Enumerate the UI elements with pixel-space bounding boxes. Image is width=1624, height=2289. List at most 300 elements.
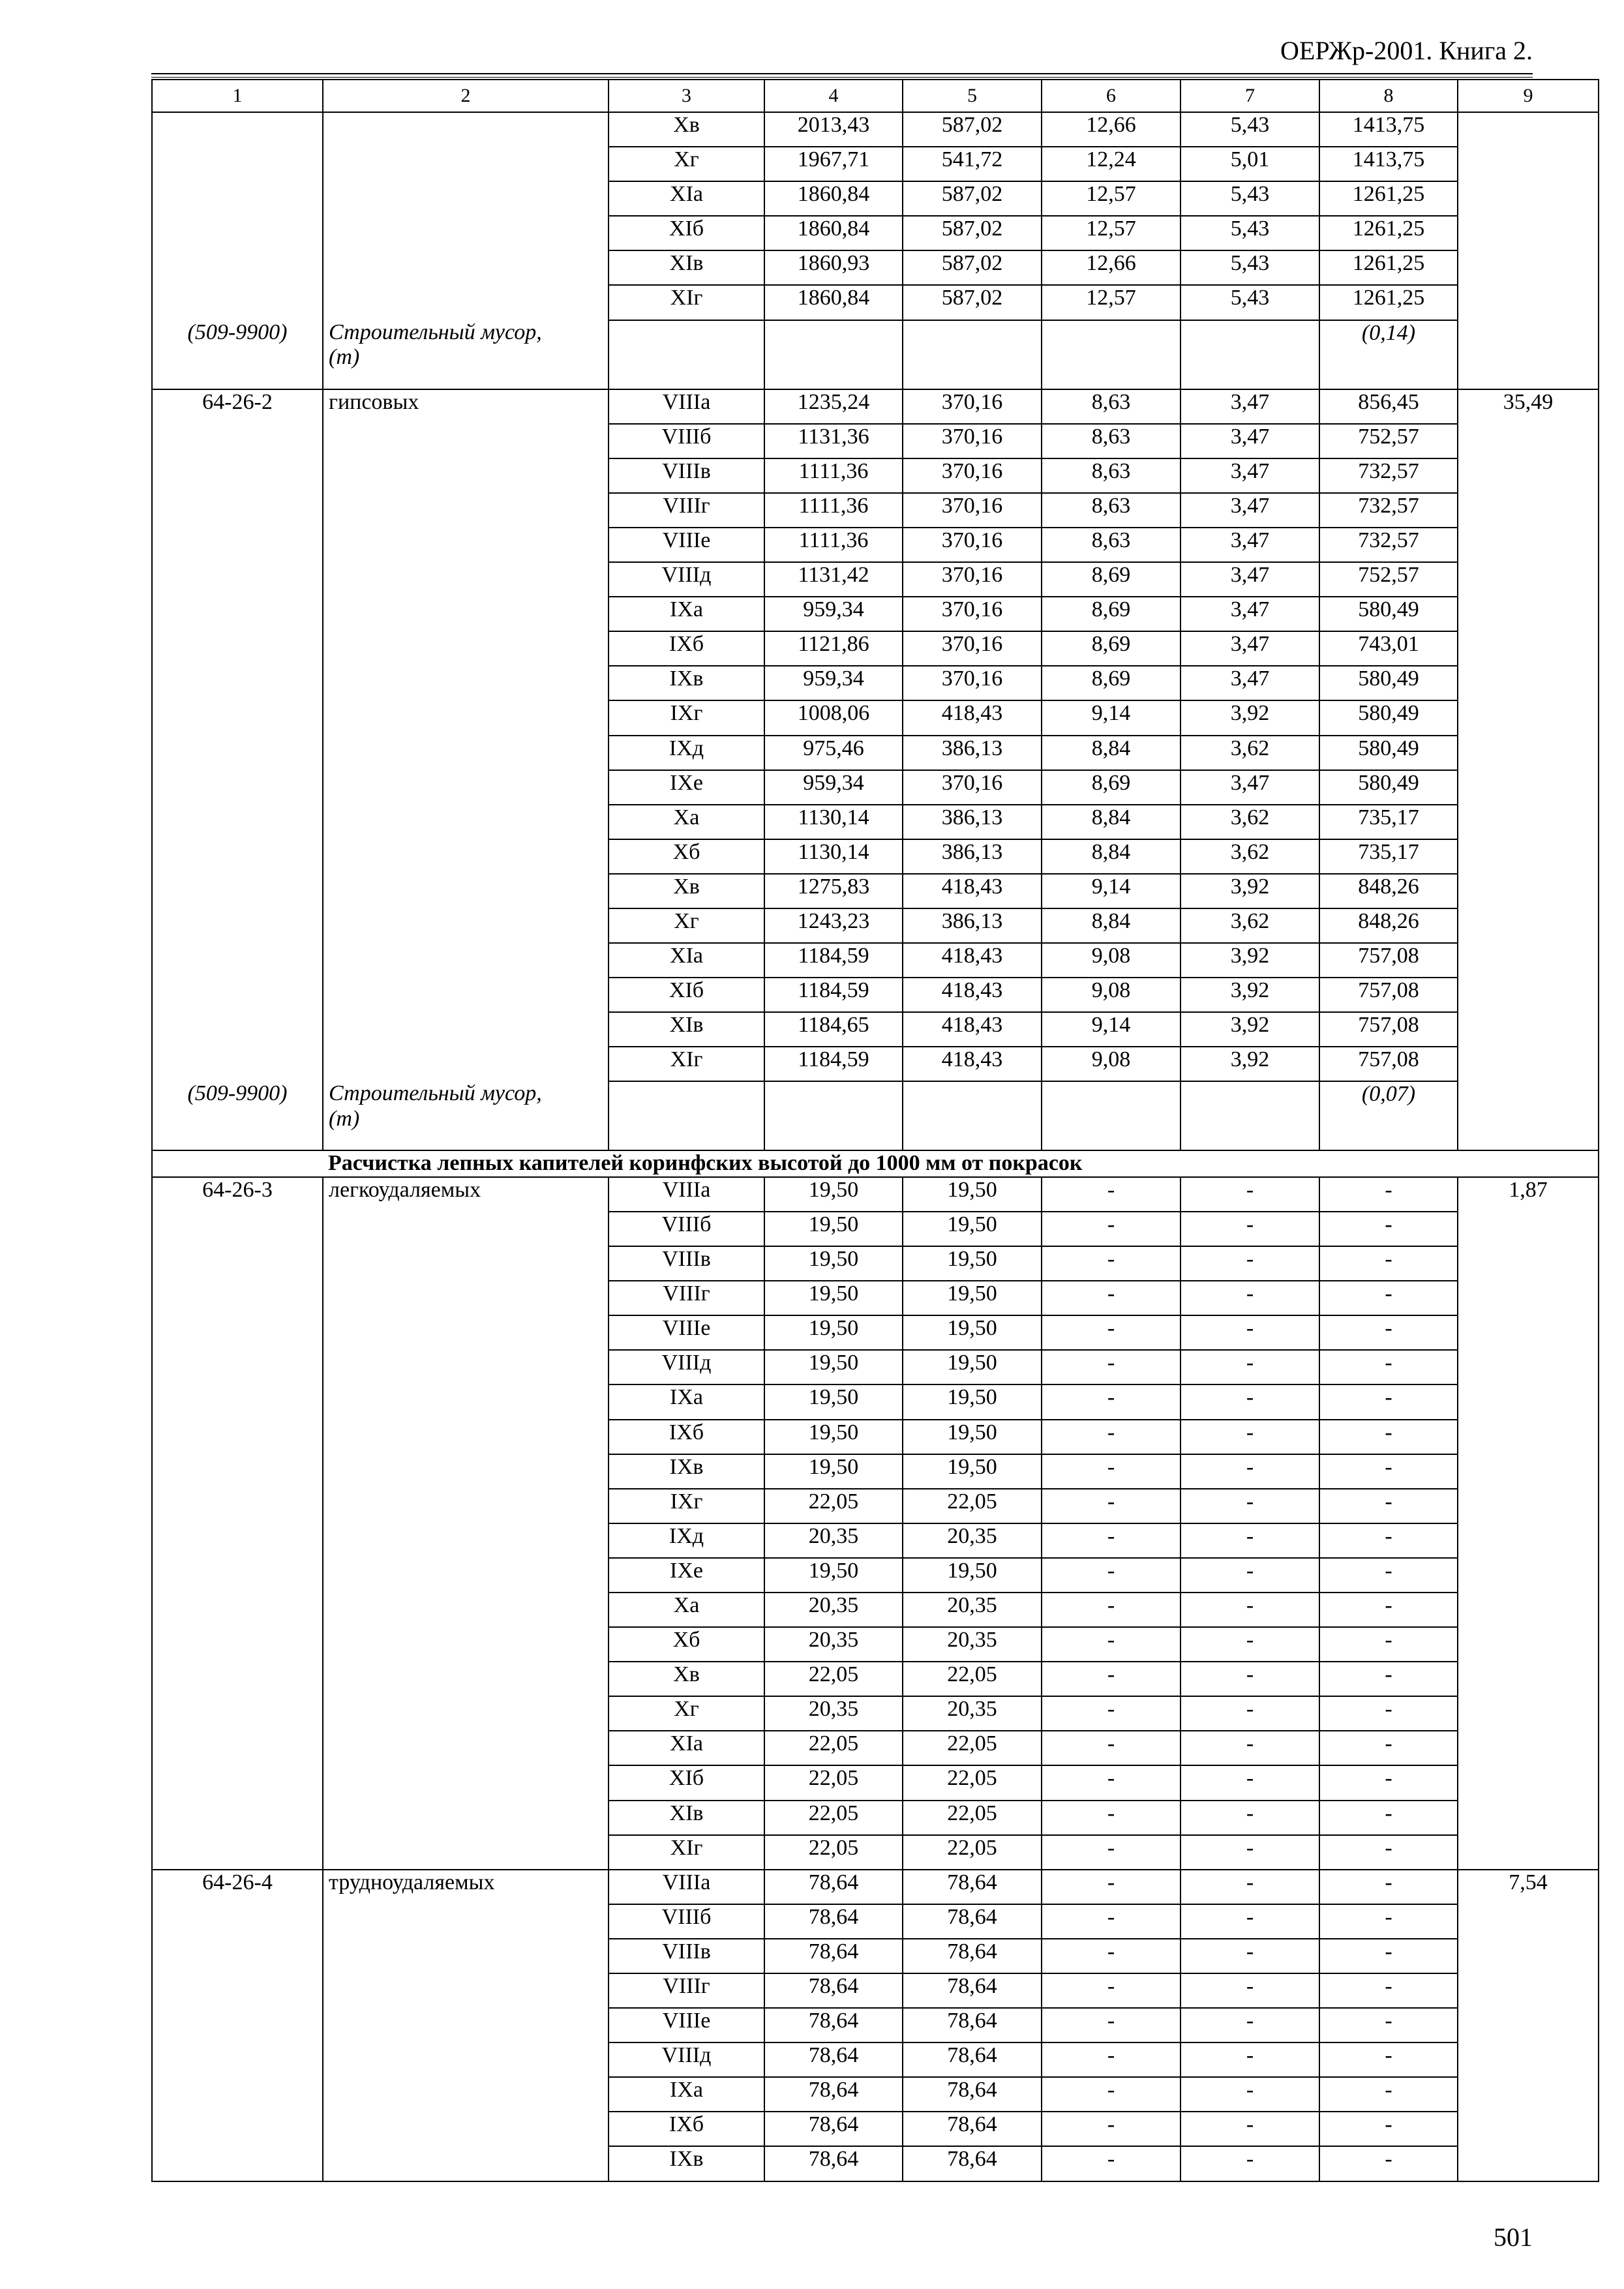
rate-code — [152, 2008, 323, 2042]
cell-col-7: 3,92 — [1180, 700, 1319, 735]
empty-cell — [903, 1081, 1042, 1150]
work-description — [323, 147, 609, 181]
table-row — [152, 1939, 1599, 1973]
zone-code: XIв — [609, 250, 764, 285]
cell-col-4: 20,35 — [764, 1627, 903, 1662]
cell-col-7: - — [1180, 1627, 1319, 1662]
zone-code: VIIIд — [609, 1350, 764, 1384]
section-heading-lead — [152, 1150, 323, 1176]
cell-col-6: 12,57 — [1042, 216, 1180, 250]
cell-col-6: 8,63 — [1042, 458, 1180, 493]
cell-col-6: 12,57 — [1042, 285, 1180, 320]
cell-col-5: 22,05 — [903, 1489, 1042, 1523]
rate-code — [152, 112, 323, 147]
cell-col-7: 3,92 — [1180, 943, 1319, 978]
cell-col-9 — [1458, 1454, 1599, 1489]
cell-col-6: - — [1042, 1765, 1180, 1800]
work-description — [323, 181, 609, 216]
cell-col-6: - — [1042, 1939, 1180, 1973]
cell-col-8: 580,49 — [1319, 770, 1458, 805]
work-description — [323, 1939, 609, 1973]
resource-quantity: (0,14) — [1319, 320, 1458, 389]
cell-col-9 — [1458, 1801, 1599, 1835]
cell-col-9 — [1458, 458, 1599, 493]
cell-col-6: 8,84 — [1042, 805, 1180, 839]
cell-col-8: - — [1319, 1731, 1458, 1765]
cell-col-7: 3,47 — [1180, 770, 1319, 805]
cell-col-9 — [1458, 1731, 1599, 1765]
resource-name — [323, 320, 609, 389]
cell-col-4: 78,64 — [764, 2146, 903, 2181]
cell-col-7: 3,47 — [1180, 458, 1319, 493]
running-header: ОЕРЖр-2001. Книга 2. — [1280, 36, 1533, 65]
cell-col-9 — [1458, 216, 1599, 250]
cell-col-7: 5,43 — [1180, 216, 1319, 250]
work-description — [323, 2112, 609, 2146]
cell-col-5: 78,64 — [903, 1973, 1042, 2008]
cell-col-4: 78,64 — [764, 2112, 903, 2146]
table-row — [152, 839, 1599, 874]
cell-col-8: - — [1319, 1627, 1458, 1662]
zone-code: IXе — [609, 1558, 764, 1593]
empty-cell — [1180, 1081, 1319, 1150]
column-number: 3 — [609, 80, 764, 112]
zone-code: VIIIа — [609, 1870, 764, 1904]
cell-col-7: 3,47 — [1180, 562, 1319, 597]
table-row — [152, 1384, 1599, 1419]
table-row — [152, 1012, 1599, 1047]
cell-col-7: - — [1180, 1662, 1319, 1696]
cell-col-4: 19,50 — [764, 1420, 903, 1454]
cell-col-8: 1413,75 — [1319, 112, 1458, 147]
cell-col-8: 580,49 — [1319, 700, 1458, 735]
cell-col-4: 1131,36 — [764, 424, 903, 458]
rate-code — [152, 1593, 323, 1627]
table-row — [152, 1973, 1599, 2008]
work-description — [323, 1523, 609, 1558]
cell-col-8: 580,49 — [1319, 736, 1458, 770]
rate-code — [152, 1696, 323, 1731]
cell-col-6: 8,63 — [1042, 493, 1180, 528]
table-row — [152, 458, 1599, 493]
rate-code: 64-26-3 — [152, 1177, 323, 1212]
rate-code — [152, 1523, 323, 1558]
cell-col-7: - — [1180, 1939, 1319, 1973]
cell-col-5: 370,16 — [903, 631, 1042, 666]
zone-code: Xб — [609, 1627, 764, 1662]
zone-code: Xг — [609, 908, 764, 943]
zone-code: IXг — [609, 1489, 764, 1523]
cell-col-6: 8,84 — [1042, 839, 1180, 874]
cell-col-9 — [1458, 805, 1599, 839]
cell-col-8: 1261,25 — [1319, 250, 1458, 285]
cell-col-8: - — [1319, 1315, 1458, 1350]
rate-code — [152, 2112, 323, 2146]
cell-col-4: 78,64 — [764, 1973, 903, 2008]
cell-col-9 — [1458, 874, 1599, 908]
cell-col-7: - — [1180, 1420, 1319, 1454]
cell-col-6: 8,84 — [1042, 908, 1180, 943]
cell-col-4: 1131,42 — [764, 562, 903, 597]
zone-code: VIIIб — [609, 1904, 764, 1939]
cell-col-5: 22,05 — [903, 1662, 1042, 1696]
cell-col-7: 5,43 — [1180, 250, 1319, 285]
cell-col-9 — [1458, 424, 1599, 458]
table-row — [152, 1835, 1599, 1870]
waste-resource-row — [152, 1081, 1599, 1150]
rate-code — [152, 1801, 323, 1835]
table-row — [152, 147, 1599, 181]
cell-col-6: - — [1042, 1177, 1180, 1212]
empty-cell — [1458, 320, 1599, 389]
cell-col-5: 19,50 — [903, 1558, 1042, 1593]
cell-col-5: 78,64 — [903, 2077, 1042, 2112]
cell-col-6: - — [1042, 1870, 1180, 1904]
rate-code — [152, 424, 323, 458]
work-description — [323, 1212, 609, 1246]
zone-code: XIб — [609, 1765, 764, 1800]
table-row — [152, 1870, 1599, 1904]
cell-col-5: 370,16 — [903, 770, 1042, 805]
table-row — [152, 978, 1599, 1012]
table-row — [152, 2146, 1599, 2181]
cell-col-6: 8,63 — [1042, 528, 1180, 562]
cell-col-4: 22,05 — [764, 1662, 903, 1696]
work-description — [323, 700, 609, 735]
cell-col-7: 3,92 — [1180, 1012, 1319, 1047]
cell-col-5: 418,43 — [903, 943, 1042, 978]
cell-col-9 — [1458, 1627, 1599, 1662]
cell-col-9 — [1458, 250, 1599, 285]
work-description — [323, 1384, 609, 1419]
table-row — [152, 770, 1599, 805]
cell-col-9 — [1458, 147, 1599, 181]
column-number: 7 — [1180, 80, 1319, 112]
cell-col-4: 19,50 — [764, 1177, 903, 1212]
work-description — [323, 874, 609, 908]
rate-code — [152, 1973, 323, 2008]
work-description — [323, 770, 609, 805]
cell-col-6: 8,69 — [1042, 770, 1180, 805]
table-row — [152, 1047, 1599, 1081]
cell-col-8: 580,49 — [1319, 666, 1458, 700]
cell-col-5: 78,64 — [903, 1904, 1042, 1939]
cell-col-5: 19,50 — [903, 1384, 1042, 1419]
table-row — [152, 250, 1599, 285]
cell-col-5: 370,16 — [903, 493, 1042, 528]
work-description — [323, 250, 609, 285]
cell-col-8: - — [1319, 2077, 1458, 2112]
cell-col-8: - — [1319, 2146, 1458, 2181]
cell-col-8: - — [1319, 1384, 1458, 1419]
cell-col-7: - — [1180, 2146, 1319, 2181]
table-row — [152, 1662, 1599, 1696]
resource-code: (509-9900) — [152, 320, 323, 389]
cell-col-5: 19,50 — [903, 1420, 1042, 1454]
table-row — [152, 1212, 1599, 1246]
table-row — [152, 1523, 1599, 1558]
cell-col-5: 78,64 — [903, 2146, 1042, 2181]
cell-col-8: - — [1319, 1973, 1458, 2008]
cell-col-4: 78,64 — [764, 1870, 903, 1904]
cell-col-8: - — [1319, 1523, 1458, 1558]
table-row — [152, 1350, 1599, 1384]
table-row — [152, 424, 1599, 458]
zone-code: XIг — [609, 1047, 764, 1081]
cell-col-6: 8,69 — [1042, 597, 1180, 631]
rate-code — [152, 528, 323, 562]
cell-col-6: 8,63 — [1042, 424, 1180, 458]
cell-col-7: 3,92 — [1180, 978, 1319, 1012]
cell-col-9 — [1458, 562, 1599, 597]
table-row — [152, 1177, 1599, 1212]
cell-col-7: - — [1180, 1973, 1319, 2008]
cell-col-9 — [1458, 1315, 1599, 1350]
zone-code: IXг — [609, 700, 764, 735]
cell-col-6: - — [1042, 1835, 1180, 1870]
rate-code — [152, 1246, 323, 1281]
rate-code — [152, 1939, 323, 1973]
cell-col-9 — [1458, 493, 1599, 528]
cell-col-4: 19,50 — [764, 1350, 903, 1384]
cell-col-9 — [1458, 978, 1599, 1012]
work-description — [323, 1558, 609, 1593]
cell-col-4: 19,50 — [764, 1558, 903, 1593]
cell-col-7: 5,43 — [1180, 181, 1319, 216]
cell-col-5: 19,50 — [903, 1315, 1042, 1350]
cell-col-7: - — [1180, 2077, 1319, 2112]
empty-cell — [609, 320, 764, 389]
zone-code: Xв — [609, 874, 764, 908]
zone-code: Xг — [609, 1696, 764, 1731]
cell-col-5: 19,50 — [903, 1246, 1042, 1281]
cell-col-6: 9,08 — [1042, 1047, 1180, 1081]
zone-code: VIIIг — [609, 493, 764, 528]
work-description — [323, 978, 609, 1012]
cell-col-7: - — [1180, 1315, 1319, 1350]
zone-code: Xв — [609, 112, 764, 147]
page-number: 501 — [1494, 2222, 1533, 2252]
cell-col-4: 959,34 — [764, 597, 903, 631]
rate-code — [152, 908, 323, 943]
table-row — [152, 736, 1599, 770]
rate-code — [152, 216, 323, 250]
zone-code: IXв — [609, 1454, 764, 1489]
cell-col-7: - — [1180, 1489, 1319, 1523]
cell-col-7: - — [1180, 1454, 1319, 1489]
zone-code: XIв — [609, 1801, 764, 1835]
rate-code — [152, 1835, 323, 1870]
cell-col-5: 20,35 — [903, 1627, 1042, 1662]
cell-col-9 — [1458, 736, 1599, 770]
cell-col-9 — [1458, 1047, 1599, 1081]
work-description — [323, 631, 609, 666]
waste-resource-row — [152, 320, 1599, 389]
work-description — [323, 1627, 609, 1662]
table-row — [152, 2112, 1599, 2146]
cell-col-8: 743,01 — [1319, 631, 1458, 666]
work-description — [323, 1593, 609, 1627]
column-number-row — [152, 80, 1599, 112]
rate-code — [152, 1904, 323, 1939]
empty-cell — [1180, 320, 1319, 389]
table-row — [152, 2008, 1599, 2042]
cell-col-7: - — [1180, 1523, 1319, 1558]
cell-col-7: 5,43 — [1180, 285, 1319, 320]
table-row — [152, 181, 1599, 216]
zone-code: VIIIв — [609, 1246, 764, 1281]
empty-cell — [1042, 320, 1180, 389]
cell-col-6: - — [1042, 1973, 1180, 2008]
work-description — [323, 1662, 609, 1696]
cell-col-4: 1235,24 — [764, 389, 903, 424]
zone-code: IXе — [609, 770, 764, 805]
resource-name — [323, 1081, 609, 1150]
cell-col-9 — [1458, 1012, 1599, 1047]
table-row — [152, 493, 1599, 528]
work-description — [323, 2077, 609, 2112]
rate-code — [152, 597, 323, 631]
cell-col-7: 3,47 — [1180, 424, 1319, 458]
table-row — [152, 2077, 1599, 2112]
cell-col-8: 757,08 — [1319, 943, 1458, 978]
zone-code: XIа — [609, 1731, 764, 1765]
cell-col-8: - — [1319, 1489, 1458, 1523]
cell-col-9 — [1458, 2042, 1599, 2077]
work-description — [323, 2042, 609, 2077]
cell-col-8: 735,17 — [1319, 805, 1458, 839]
table-row — [152, 700, 1599, 735]
zone-code: XIг — [609, 285, 764, 320]
cell-col-4: 1860,84 — [764, 181, 903, 216]
cell-col-4: 78,64 — [764, 1904, 903, 1939]
zone-code: VIIIе — [609, 1315, 764, 1350]
work-description — [323, 1801, 609, 1835]
cell-col-6: - — [1042, 1904, 1180, 1939]
cell-col-6: 12,66 — [1042, 112, 1180, 147]
cell-col-9 — [1458, 1835, 1599, 1870]
rate-code — [152, 1384, 323, 1419]
cell-col-8: 735,17 — [1319, 839, 1458, 874]
cell-col-8: - — [1319, 1870, 1458, 1904]
zone-code: IXд — [609, 1523, 764, 1558]
cell-col-9 — [1458, 666, 1599, 700]
rate-code — [152, 1350, 323, 1384]
cell-col-9 — [1458, 1558, 1599, 1593]
cell-col-6: 9,08 — [1042, 978, 1180, 1012]
cell-col-5: 418,43 — [903, 1047, 1042, 1081]
table-row — [152, 1281, 1599, 1315]
zone-code: IXа — [609, 1384, 764, 1419]
work-description — [323, 112, 609, 147]
zone-code: XIг — [609, 1835, 764, 1870]
table-row — [152, 805, 1599, 839]
cell-col-5: 22,05 — [903, 1731, 1042, 1765]
cell-col-5: 386,13 — [903, 805, 1042, 839]
table-row — [152, 874, 1599, 908]
work-description — [323, 493, 609, 528]
cell-col-7: - — [1180, 1212, 1319, 1246]
cell-col-6: - — [1042, 1593, 1180, 1627]
cell-col-6: - — [1042, 2008, 1180, 2042]
table-row — [152, 1558, 1599, 1593]
cell-col-8: 848,26 — [1319, 874, 1458, 908]
cell-col-8: 757,08 — [1319, 1047, 1458, 1081]
zone-code: Xв — [609, 1662, 764, 1696]
table-row — [152, 666, 1599, 700]
cell-col-6: - — [1042, 2042, 1180, 2077]
column-number: 2 — [323, 80, 609, 112]
cell-col-8: - — [1319, 2008, 1458, 2042]
rate-code — [152, 1662, 323, 1696]
empty-cell — [1458, 1081, 1599, 1150]
cell-col-6: - — [1042, 1315, 1180, 1350]
cell-col-5: 20,35 — [903, 1696, 1042, 1731]
rate-code — [152, 1420, 323, 1454]
cell-col-6: 9,14 — [1042, 1012, 1180, 1047]
cell-col-7: 3,62 — [1180, 908, 1319, 943]
cell-col-9 — [1458, 1489, 1599, 1523]
cell-col-4: 2013,43 — [764, 112, 903, 147]
cell-col-9 — [1458, 1904, 1599, 1939]
cell-col-9 — [1458, 112, 1599, 147]
cell-col-4: 78,64 — [764, 2077, 903, 2112]
table-row — [152, 1731, 1599, 1765]
zone-code: VIIIв — [609, 1939, 764, 1973]
work-description — [323, 943, 609, 978]
cell-col-4: 22,05 — [764, 1489, 903, 1523]
cell-col-4: 1184,65 — [764, 1012, 903, 1047]
cell-col-9 — [1458, 1523, 1599, 1558]
cell-col-9 — [1458, 1973, 1599, 2008]
cell-col-9 — [1458, 700, 1599, 735]
cell-col-6: 9,08 — [1042, 943, 1180, 978]
cell-col-6: - — [1042, 1801, 1180, 1835]
table-row — [152, 562, 1599, 597]
rate-code — [152, 250, 323, 285]
cell-col-6: 8,69 — [1042, 631, 1180, 666]
cell-col-4: 1275,83 — [764, 874, 903, 908]
zone-code: VIIIб — [609, 424, 764, 458]
cell-col-4: 1243,23 — [764, 908, 903, 943]
work-description — [323, 1350, 609, 1384]
rate-code — [152, 147, 323, 181]
cell-col-6: - — [1042, 1350, 1180, 1384]
cell-col-8: - — [1319, 1662, 1458, 1696]
work-description — [323, 1315, 609, 1350]
cell-col-4: 1184,59 — [764, 1047, 903, 1081]
zone-code: XIа — [609, 181, 764, 216]
work-description — [323, 1765, 609, 1800]
work-description — [323, 1047, 609, 1081]
rate-code — [152, 1212, 323, 1246]
cell-col-7: - — [1180, 1350, 1319, 1384]
cell-col-5: 541,72 — [903, 147, 1042, 181]
cell-col-8: 1413,75 — [1319, 147, 1458, 181]
rate-code: 64-26-2 — [152, 389, 323, 424]
cell-col-4: 78,64 — [764, 2042, 903, 2077]
cell-col-5: 19,50 — [903, 1454, 1042, 1489]
work-description — [323, 1904, 609, 1939]
cell-col-4: 22,05 — [764, 1731, 903, 1765]
rate-code — [152, 1281, 323, 1315]
cell-col-8: - — [1319, 2112, 1458, 2146]
zone-code: VIIIг — [609, 1281, 764, 1315]
work-description — [323, 1281, 609, 1315]
rate-code — [152, 458, 323, 493]
zone-code: IXв — [609, 2146, 764, 2181]
cell-col-5: 78,64 — [903, 2112, 1042, 2146]
